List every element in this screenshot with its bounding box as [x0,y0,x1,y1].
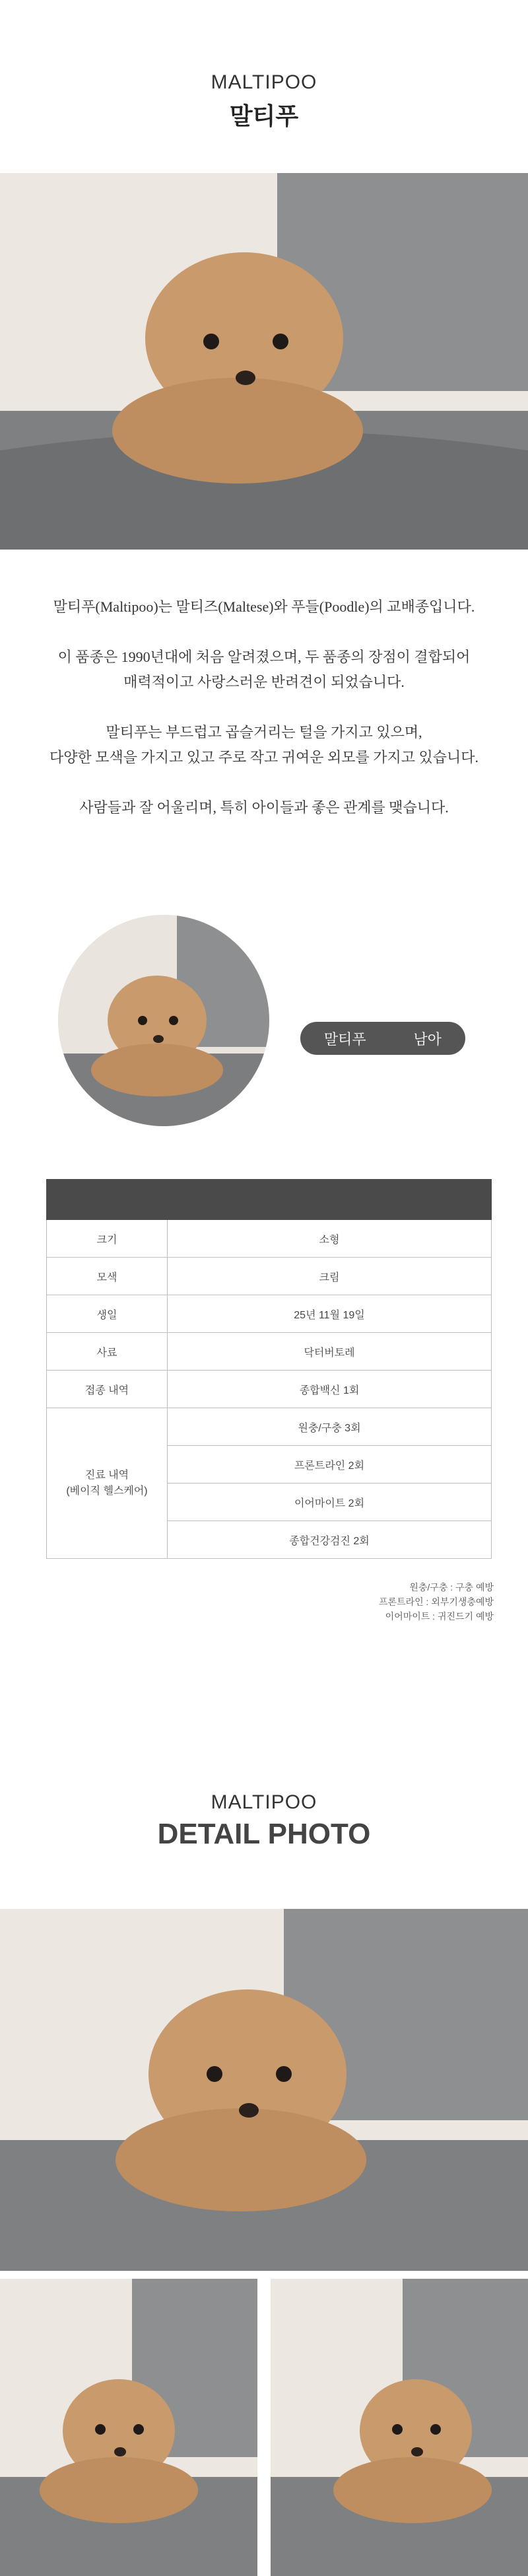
table-row [47,1333,492,1371]
detail-eng-title: MALTIPOO [211,1791,317,1813]
note-line: 원충/구충 : 구충 예방 [409,1582,494,1592]
row-label: 모색 [47,1258,168,1295]
intro-p3b: 다양한 모색을 가지고 있고 주로 작고 귀여운 외모를 가지고 있습니다. [49,749,479,766]
intro-p2b: 매력적이고 사랑스러운 반려견이 되었습니다. [123,674,405,690]
care-label-2: (베이직 헬스케어) [66,1485,148,1497]
care-item: 종합건강검진 2회 [168,1521,492,1559]
row-value: 크림 [168,1258,492,1295]
table-row [47,1371,492,1408]
care-notes [379,1580,494,1624]
row-label: 사료 [47,1333,168,1371]
table-row [47,1258,492,1295]
table-row [47,1295,492,1333]
table-row [47,1408,492,1446]
header-kor-title: 말티푸 [229,102,299,129]
detail-photo-right [271,2279,528,2576]
row-value: 닥터버토레 [168,1333,492,1371]
care-label-1: 진료 내역 [84,1469,129,1481]
detail-title: DETAIL PHOTO [157,1818,371,1850]
row-label: 크기 [47,1220,168,1258]
care-item: 이어마이트 2회 [168,1484,492,1521]
table-header-row [47,1180,492,1220]
pill-breed: 말티푸 [323,1030,366,1048]
intro-text [0,594,528,820]
care-item: 원충/구충 3회 [168,1408,492,1446]
intro-p3a: 말티푸는 부드럽고 곱슬거리는 털을 가지고 있으며, [106,724,422,740]
intro-p2a: 이 품종은 1990년대에 처음 알려졌으며, 두 품종의 장점이 결합되어 [57,649,471,665]
detail-photo-large [0,1909,528,2271]
row-value: 소형 [168,1220,492,1258]
breed-sex-pill [300,1022,465,1055]
intro-p1: 말티푸(Maltipoo)는 말티즈(Maltese)와 푸들(Poodle)의 교배종입니다. [53,598,475,615]
main-puppy-photo [0,173,528,550]
note-line: 이어마이트 : 귀진드기 예방 [385,1611,494,1622]
row-label: 생일 [47,1295,168,1333]
care-item: 프론트라인 2회 [168,1446,492,1484]
row-label: 접종 내역 [47,1371,168,1408]
row-value: 25년 11월 19일 [168,1295,492,1333]
detail-photo-left [0,2279,257,2576]
row-value: 종합백신 1회 [168,1371,492,1408]
info-table [46,1179,492,1559]
table-row [47,1220,492,1258]
header-eng-title: MALTIPOO [211,71,317,93]
circle-puppy-photo [58,915,269,1126]
intro-p4: 사람들과 잘 어울리며, 특히 아이들과 좋은 관계를 맺습니다. [79,799,449,816]
note-line: 프론트라인 : 외부기생충예방 [379,1596,494,1607]
care-label [47,1408,168,1559]
pill-sex: 남아 [413,1030,442,1048]
